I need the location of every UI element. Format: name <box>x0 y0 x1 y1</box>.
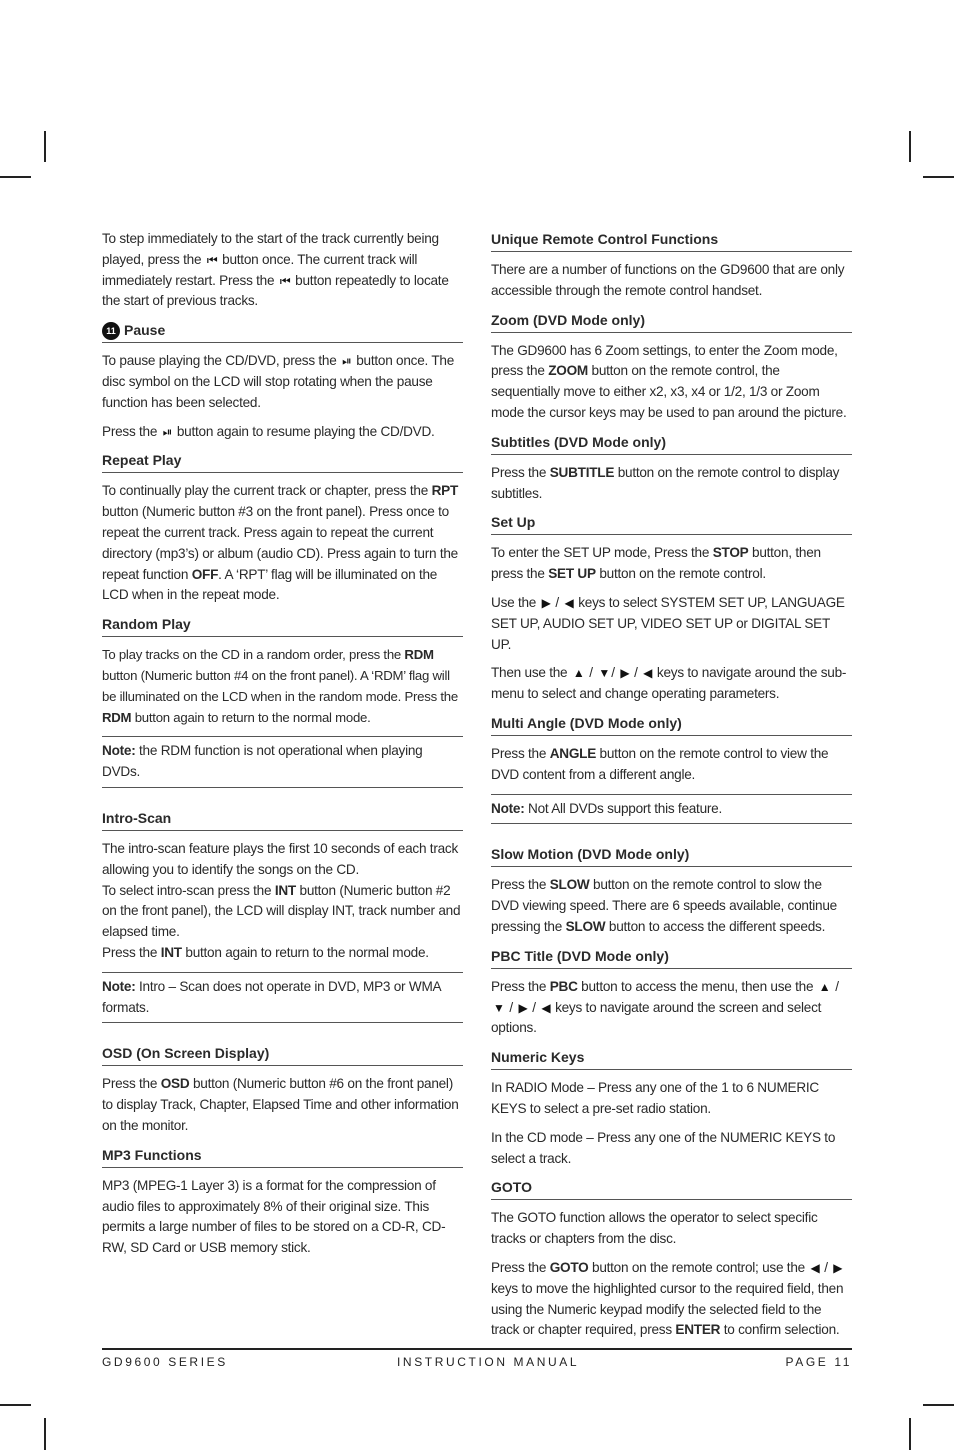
crop-mark <box>909 1418 911 1450</box>
mp3-paragraph: MP3 (MPEG-1 Layer 3) is a format for the compression of audio files to approximately 8% of their original size. This permits a large number of files to be stored on a CD-R, CD-RW, SD Card or USB memory stick. <box>102 1177 446 1256</box>
setup-paragraph: To enter the SET UP mode, Press the STOP button, then press the SET UP button on the remote control. <box>491 545 821 582</box>
right-arrow-icon: ▶ <box>833 1260 841 1275</box>
number-badge: 11 <box>102 322 120 340</box>
left-column <box>102 229 463 1267</box>
left-arrow-icon: ◀ <box>810 1260 818 1275</box>
left-arrow-icon: ◀ <box>541 1000 549 1015</box>
section-heading-repeat: Repeat Play <box>102 450 463 473</box>
note-text: Note: the RDM function is not operational when playing DVDs. <box>102 743 423 780</box>
footer-rule <box>102 1348 852 1350</box>
pbc-paragraph: Press the PBC button to access the menu, then use the ▲ / ▼ / ▶ / ◀ keys to navigate around the screen and select options. <box>491 978 839 1036</box>
setup-paragraph: Use the ▶ / ◀ keys to select SYSTEM SET UP, LANGUAGE SET UP, AUDIO SET UP, VIDEO SET UP or DIGITAL SET UP. <box>491 594 845 652</box>
section-heading-osd: OSD (On Screen Display) <box>102 1043 463 1066</box>
note-box <box>102 972 463 1024</box>
note-text: Note: Not All DVDs support this feature. <box>491 800 723 816</box>
numeric-paragraph: In RADIO Mode – Press any one of the 1 to 6 NUMERIC KEYS to select a pre-set radio station. <box>491 1080 819 1116</box>
footer-page-number: PAGE 11 <box>785 1355 852 1369</box>
crop-mark <box>0 176 31 178</box>
crop-mark <box>44 131 46 162</box>
play-pause-icon: ⏯ <box>162 424 171 439</box>
crop-mark <box>909 131 911 162</box>
up-arrow-icon: ▲ <box>572 666 583 681</box>
down-arrow-icon: ▼ <box>493 1000 503 1015</box>
right-arrow-icon: ▶ <box>541 595 549 610</box>
section-heading-setup: Set Up <box>491 512 852 535</box>
section-heading-pause: 11 Pause <box>102 320 463 343</box>
section-heading-slow: Slow Motion (DVD Mode only) <box>491 844 852 867</box>
previous-track-icon: ⏮ <box>279 273 289 288</box>
unique-paragraph: There are a number of functions on the GD9600 that are only accessible through the remote control handset. <box>491 262 845 298</box>
crop-mark <box>44 1418 46 1450</box>
random-paragraph: To play tracks on the CD in a random order, press the RDM button (Numeric button #4 on the front panel). A ‘RDM’ flag will be illuminated on the LCD when in the random mode. Press the RDM button again to return to the normal mode. <box>102 647 458 725</box>
section-heading-angle: Multi Angle (DVD Mode only) <box>491 713 852 736</box>
angle-paragraph: Press the ANGLE button on the remote control to view the DVD content from a different angle. <box>491 745 829 782</box>
slow-paragraph: Press the SLOW button on the remote control to slow the DVD viewing speed. There are 6 speeds available, continue pressing the SLOW button to access the different speeds. <box>491 877 837 934</box>
left-arrow-icon: ◀ <box>564 595 572 610</box>
pause-paragraph: To pause playing the CD/DVD, press the ⏯ button once. The disc symbol on the LCD will stop rotating when the pause function has been selected. <box>102 353 455 410</box>
crop-mark <box>923 1404 954 1406</box>
intro-scan-paragraph: The intro-scan feature plays the first 10 seconds of each track allowing you to identify the songs on the CD. To select intro-scan press the INT button (Numeric button #2 on the front panel), the LCD will display INT, track number and elapsed time. Press the INT button again to return to the normal mode. <box>102 840 461 960</box>
section-heading-numeric: Numeric Keys <box>491 1047 852 1070</box>
zoom-paragraph: The GD9600 has 6 Zoom settings, to enter the Zoom mode, press the ZOOM button on the remote control, the sequentially move to either x2, x3, x4 or 1/2, 1/3 or Zoom mode the cursor keys may be used to pan around the picture. <box>491 342 847 420</box>
section-heading-subtitles: Subtitles (DVD Mode only) <box>491 432 852 455</box>
footer-series: GD9600 SERIES <box>102 1355 228 1369</box>
section-heading-intro-scan: Intro-Scan <box>102 808 463 831</box>
repeat-paragraph: To continually play the current track or chapter, press the RPT button (Numeric button #3 on the front panel). Press once to repeat the current track. Press again to repeat the current directory (mp3’s) or album (audio CD). Press again to turn the repeat function OFF. A ‘RPT’ flag will be illuminated on the LCD when in the repeat mode. <box>102 483 458 603</box>
goto-paragraph: Press the GOTO button on the remote control; use the ◀ / ▶ keys to move the highlighted cursor to the required field, then using the Numeric keypad modify the selected field to the track or chapter required, press ENTER to confirm selection. <box>491 1259 844 1338</box>
right-column <box>491 229 852 1349</box>
note-box <box>491 794 852 825</box>
right-arrow-icon: ▶ <box>518 1000 526 1015</box>
section-heading-zoom: Zoom (DVD Mode only) <box>491 310 852 333</box>
left-arrow-icon: ◀ <box>643 666 651 681</box>
right-arrow-icon: ▶ <box>620 666 628 681</box>
crop-mark <box>0 1404 31 1406</box>
play-pause-icon: ⏯ <box>342 354 350 369</box>
previous-track-icon: ⏮ <box>206 252 216 267</box>
intro-paragraph: To step immediately to the start of the track currently being played, press the ⏮ button once. The current track will immediately restart. Press the ⏮ button repeatedly to locate the start of previous tracks. <box>102 231 449 309</box>
section-heading-random: Random Play <box>102 614 463 637</box>
numeric-paragraph: In the CD mode – Press any one of the NUMERIC KEYS to select a track. <box>491 1129 836 1166</box>
section-heading-goto: GOTO <box>491 1177 852 1200</box>
up-arrow-icon: ▲ <box>818 979 829 994</box>
section-heading-pbc: PBC Title (DVD Mode only) <box>491 946 852 969</box>
note-text: Note: Intro – Scan does not operate in DVD, MP3 or WMA formats. <box>102 978 441 1015</box>
osd-paragraph: Press the OSD button (Numeric button #6 on the front panel) to display Track, Chapter, Elapsed Time and other information on the monitor. <box>102 1076 459 1133</box>
down-arrow-icon: ▼ <box>598 666 609 681</box>
pause-paragraph: Press the ⏯ button again to resume playing the CD/DVD. <box>102 422 463 443</box>
goto-paragraph: The GOTO function allows the operator to select specific tracks or chapters from the disc. <box>491 1210 818 1247</box>
section-heading-unique: Unique Remote Control Functions <box>491 229 852 252</box>
note-box <box>102 736 463 788</box>
footer-manual-title: INSTRUCTION MANUAL <box>397 1355 580 1369</box>
subtitles-paragraph: Press the SUBTITLE button on the remote control to display subtitles. <box>491 464 840 501</box>
setup-paragraph: Then use the ▲ / ▼ / ▶ / ◀ keys to navigate around the sub-menu to select and change operating parameters. <box>491 665 847 702</box>
crop-mark <box>923 176 954 178</box>
section-heading-mp3: MP3 Functions <box>102 1145 463 1168</box>
